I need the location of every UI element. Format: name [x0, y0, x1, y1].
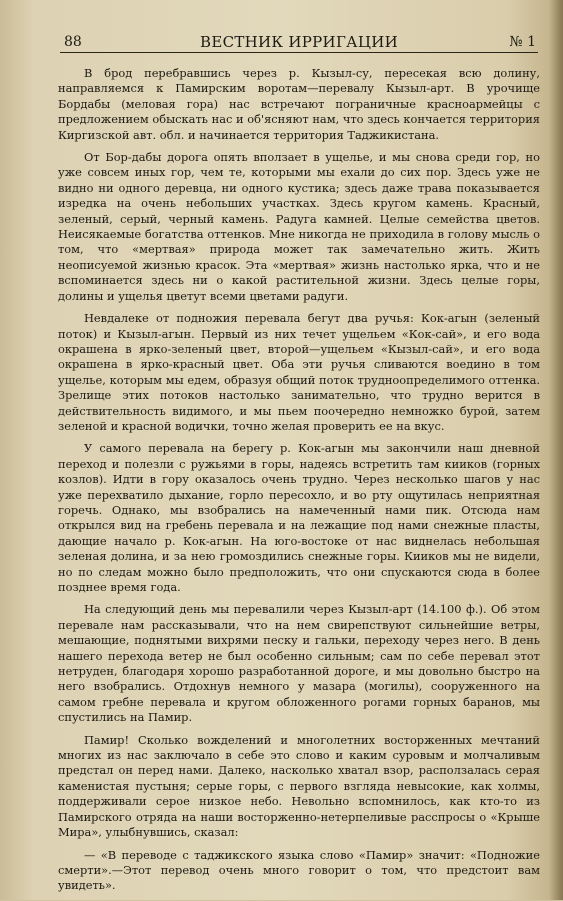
paragraph-ford-crossing: В брод перебравшись через р. Кызыл-су, пересекая всю долину, направляемся к Памирским воротам—перевалу Кызыл-арт. В урочище Бордабы (меловая гора) нас встречают пограничные красноармейцы с предложением обыскать нас и об'ясняют нам, что здесь кончается территория Киргизской авт. обл. и начинается территория Таджикистана.: [58, 66, 540, 142]
page-edge-shadow: [549, 0, 563, 900]
running-header: [60, 30, 538, 53]
journal-title: ВЕСТНИК ИРРИГАЦИИ: [200, 33, 398, 51]
page-number: 88: [64, 34, 82, 50]
paragraph-two-streams: Невдалеке от подножия перевала бегут два ручья: Кок-агын (зеленый поток) и Кызыл-агын. Первый из них течет ущельем «Кок-сай», и его вода окрашена в ярко-зеленый цвет, второй—ущельем «Кызыл-сай», и его вода окрашена в ярко-красный цвет. Оба эти ручья сливаются воедино в том ущелье, которым мы едем, образуя общий поток трудноопределимого оттенка. Зрелище этих потоков настолько занимательно, что трудно верится в действительность видимого, и мы пьем поочередно немножко бурой, затем зеленой и красной водички, точно желая проверить ее на вкус.: [58, 311, 540, 433]
paragraph-quote: — «В переводе с таджикского языка слово «Памир» значит: «Подножие смерти».—Этот перевод очень много говорит о том, что предстоит вам увидеть».: [58, 847, 540, 893]
issue-number: № 1: [509, 34, 536, 50]
article-body: [58, 66, 540, 901]
paragraph-stone-rainbow: От Бор-дабы дорога опять вползает в ущелье, и мы снова среди гор, но уже совсем иных гор, чем те, которыми мы ехали до сих пор. Здесь уже не видно ни одного деревца, ни одного кустика; здесь даже трава показывается изредка на очень небольших участках. Здесь кругом камень. Красный, зеленый, серый, черный камень. Радуга камней. Целые семейства цветов. Неисякаемые богатства оттенков. Мне никогда не приходила в голову мысль о том, что «мертвая» природа может так замечательно жить. Жить неописуемой жизнью красок. Эта «мертвая» жизнь настолько ярка, что и не вспоминается здесь ни о какой растительной жизни. Здесь целые горы, долины и ущелья цветут всеми цветами радуги.: [58, 150, 540, 303]
paragraph-pamir: Памир! Сколько вожделений и многолетних восторженных мечтаний многих из нас заключало в себе это слово и каким суровым и молчаливым предстал он перед нами. Далеко, насколько хватал взор, расползалась серая каменистая пустыня; серые горы, с первого взгляда невысокие, как холмы, поддерживали серое низкое небо. Невольно вспомнилось, как кто-то из Памирского отряда на наши восторженно-нетерпеливые расспросы о «Крыше Мира», улыбнувшись, сказал:: [58, 732, 540, 840]
paragraph-hunting-climb: У самого перевала на берегу р. Кок-агын мы закончили наш дневной переход и полезли с ружьями в горы, надеясь встретить там кииков (горных козлов). Идти в гору оказалось очень трудно. Через несколько шагов у нас уже перехватило дыхание, горло пересохло, и во рту ощутилась неприятная горечь. Однако, мы взобрались на намеченный нами пик. Отсюда нам открылся вид на гребень перевала и на лежащие под нами снежные пласты, дающие начало р. Кок-агын. На юго-востоке от нас виднелась небольшая зеленая долина, и за нею громоздились снежные горы. Кииков мы не видели, но по следам можно было предположить, что они спускаются сюда в более позднее время года.: [58, 441, 540, 594]
paragraph-kyzyl-art-pass: На следующий день мы перевалили через Кызыл-арт (14.100 ф.). Об этом перевале нам рассказывали, что на нем свирепствуют сильнейшие ветры, мешающие, поднятыми вихрями песку и гальки, переходу через него. В день нашего перехода ветер не был особенно сильным; сам по себе перевал этот нетруден, благодаря хорошо разработанной дороге, и мы довольно быстро на него взобрались. Отдохнув немного у мазара (могилы), сооруженного на самом гребне перевала и кругом обложенного рогами горных баранов, мы спустились на Памир.: [58, 602, 540, 725]
